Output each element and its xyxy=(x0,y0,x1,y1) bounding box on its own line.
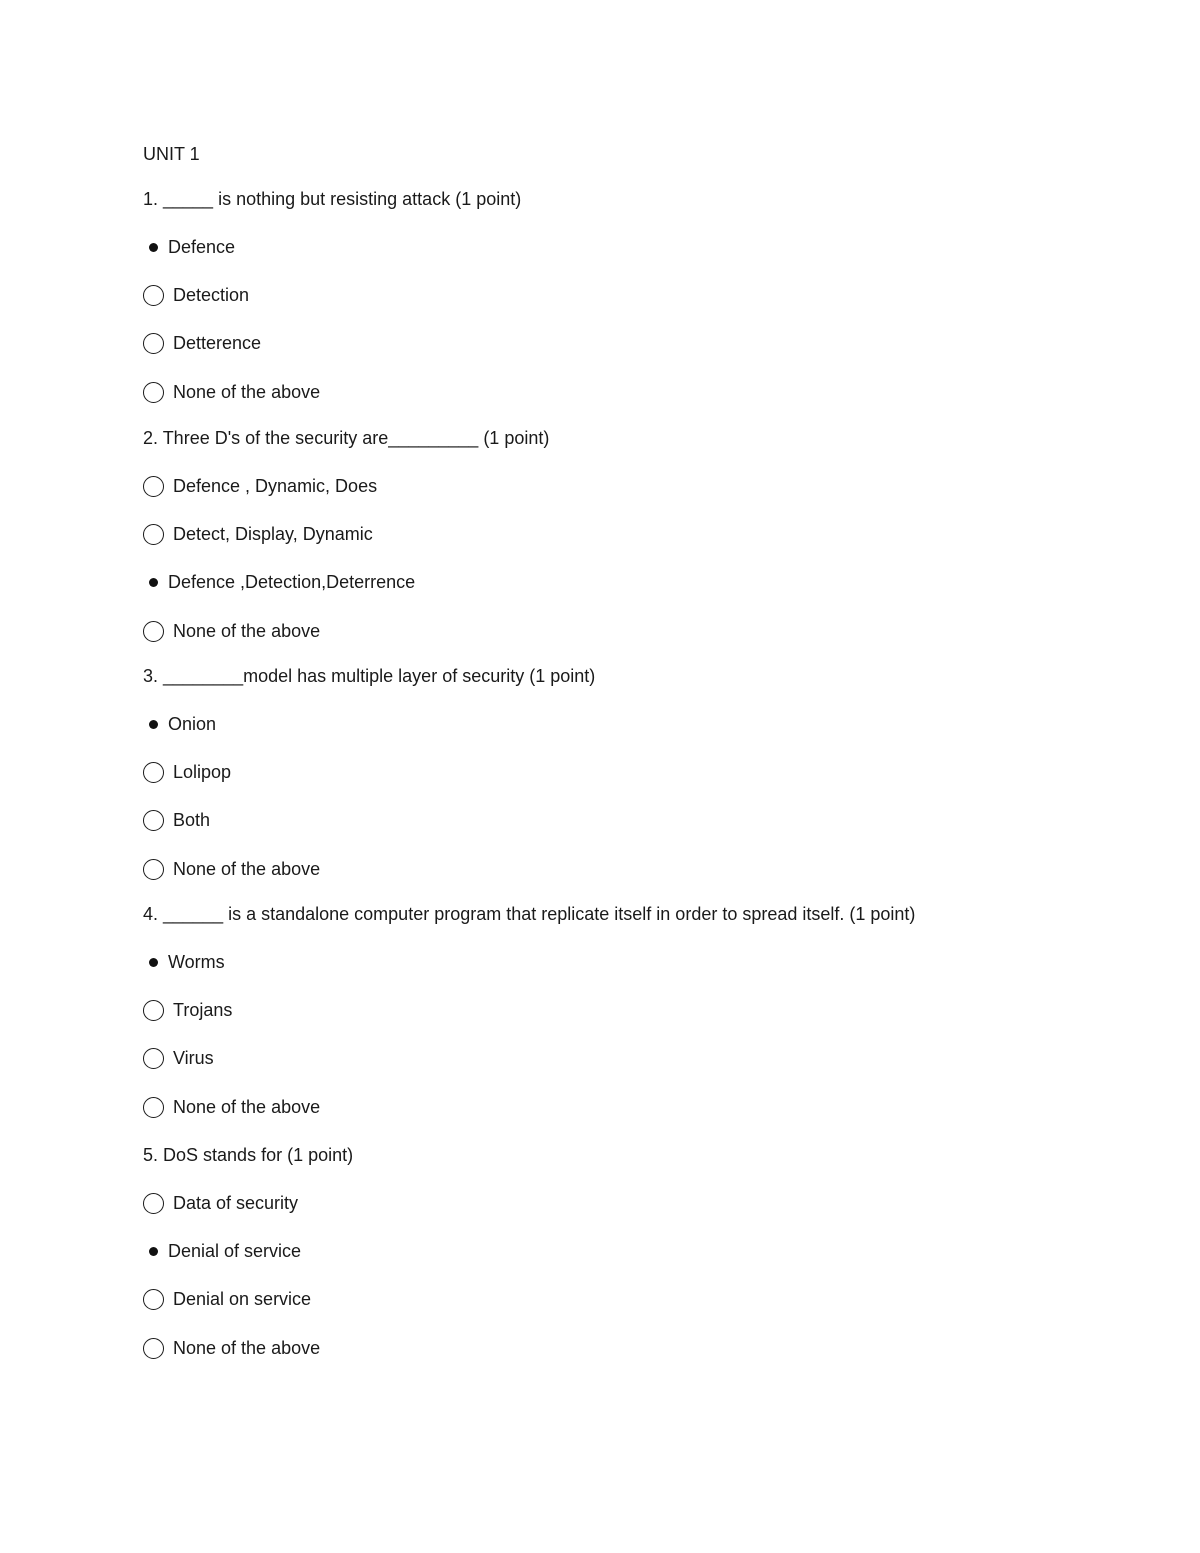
answer-option[interactable] xyxy=(143,1192,298,1214)
answer-option[interactable] xyxy=(143,523,373,545)
question-4 xyxy=(143,903,915,925)
answer-option[interactable] xyxy=(143,1047,214,1069)
radio-circle-icon[interactable] xyxy=(143,524,164,545)
radio-circle-icon[interactable] xyxy=(143,859,164,880)
answer-option[interactable] xyxy=(143,1288,311,1310)
answer-option[interactable] xyxy=(143,761,231,783)
answer-option[interactable] xyxy=(143,475,377,497)
option-label: Denial on service xyxy=(173,1289,312,1309)
radio-circle-icon[interactable] xyxy=(143,762,164,783)
radio-circle-icon[interactable] xyxy=(143,285,164,306)
answer-option[interactable] xyxy=(143,858,320,880)
option-label: Both xyxy=(173,810,211,830)
option-label: Worms xyxy=(168,952,225,972)
option-label: Detterence xyxy=(173,333,262,353)
answer-option[interactable] xyxy=(143,571,415,593)
option-label: None of the above xyxy=(173,1097,321,1117)
option-label: Data of security xyxy=(173,1193,299,1213)
answer-option[interactable] xyxy=(143,620,320,642)
radio-circle-icon[interactable] xyxy=(143,476,164,497)
option-label: Denial of service xyxy=(168,1241,302,1261)
option-label: Detection xyxy=(173,285,250,305)
radio-circle-icon[interactable] xyxy=(143,1000,164,1021)
answer-option[interactable] xyxy=(143,236,235,258)
option-label: Defence , Dynamic, Does xyxy=(173,476,378,496)
question-2 xyxy=(143,427,549,449)
option-label: Trojans xyxy=(173,1000,233,1020)
radio-circle-icon[interactable] xyxy=(143,1289,164,1310)
question-1 xyxy=(143,188,521,210)
radio-circle-icon[interactable] xyxy=(143,621,164,642)
answer-option[interactable] xyxy=(143,713,216,735)
option-label: None of the above xyxy=(173,621,321,641)
question-text: 3. ________model has multiple layer of security (1 point) xyxy=(143,666,596,686)
selected-bullet-icon xyxy=(143,237,164,258)
radio-circle-icon[interactable] xyxy=(143,1193,164,1214)
bullet-dot-icon xyxy=(149,578,158,587)
radio-circle-icon[interactable] xyxy=(143,1338,164,1359)
answer-option[interactable] xyxy=(143,332,261,354)
option-label: Defence xyxy=(168,237,236,257)
question-text: 4. ______ is a standalone computer program that replicate itself in order to spread itself. (1 point) xyxy=(143,904,916,924)
answer-option[interactable] xyxy=(143,1240,301,1262)
question-text: 5. DoS stands for (1 point) xyxy=(143,1145,354,1165)
option-label: Onion xyxy=(168,714,217,734)
question-5 xyxy=(143,1144,353,1166)
option-label: None of the above xyxy=(173,382,321,402)
answer-option[interactable] xyxy=(143,284,249,306)
selected-bullet-icon xyxy=(143,714,164,735)
selected-bullet-icon xyxy=(143,1241,164,1262)
option-label: Lolipop xyxy=(173,762,232,782)
option-label: Virus xyxy=(173,1048,214,1068)
answer-option[interactable] xyxy=(143,381,320,403)
bullet-dot-icon xyxy=(149,243,158,252)
radio-circle-icon[interactable] xyxy=(143,810,164,831)
radio-circle-icon[interactable] xyxy=(143,382,164,403)
radio-circle-icon[interactable] xyxy=(143,1097,164,1118)
option-label: None of the above xyxy=(173,859,321,879)
radio-circle-icon[interactable] xyxy=(143,333,164,354)
option-label: None of the above xyxy=(173,1338,321,1358)
answer-option[interactable] xyxy=(143,1096,320,1118)
answer-option[interactable] xyxy=(143,999,232,1021)
selected-bullet-icon xyxy=(143,572,164,593)
selected-bullet-icon xyxy=(143,952,164,973)
answer-option[interactable] xyxy=(143,1337,320,1359)
radio-circle-icon[interactable] xyxy=(143,1048,164,1069)
option-label: Defence ,Detection,Deterrence xyxy=(168,572,416,592)
answer-option[interactable] xyxy=(143,951,225,973)
answer-option[interactable] xyxy=(143,809,210,831)
unit-title: UNIT 1 xyxy=(143,144,200,164)
question-3 xyxy=(143,665,595,687)
bullet-dot-icon xyxy=(149,720,158,729)
bullet-dot-icon xyxy=(149,1247,158,1256)
bullet-dot-icon xyxy=(149,958,158,967)
option-label: Detect, Display, Dynamic xyxy=(173,524,373,544)
question-text: 2. Three D's of the security are_________ (1 point) xyxy=(143,428,550,448)
question-text: 1. _____ is nothing but resisting attack (1 point) xyxy=(143,189,522,209)
